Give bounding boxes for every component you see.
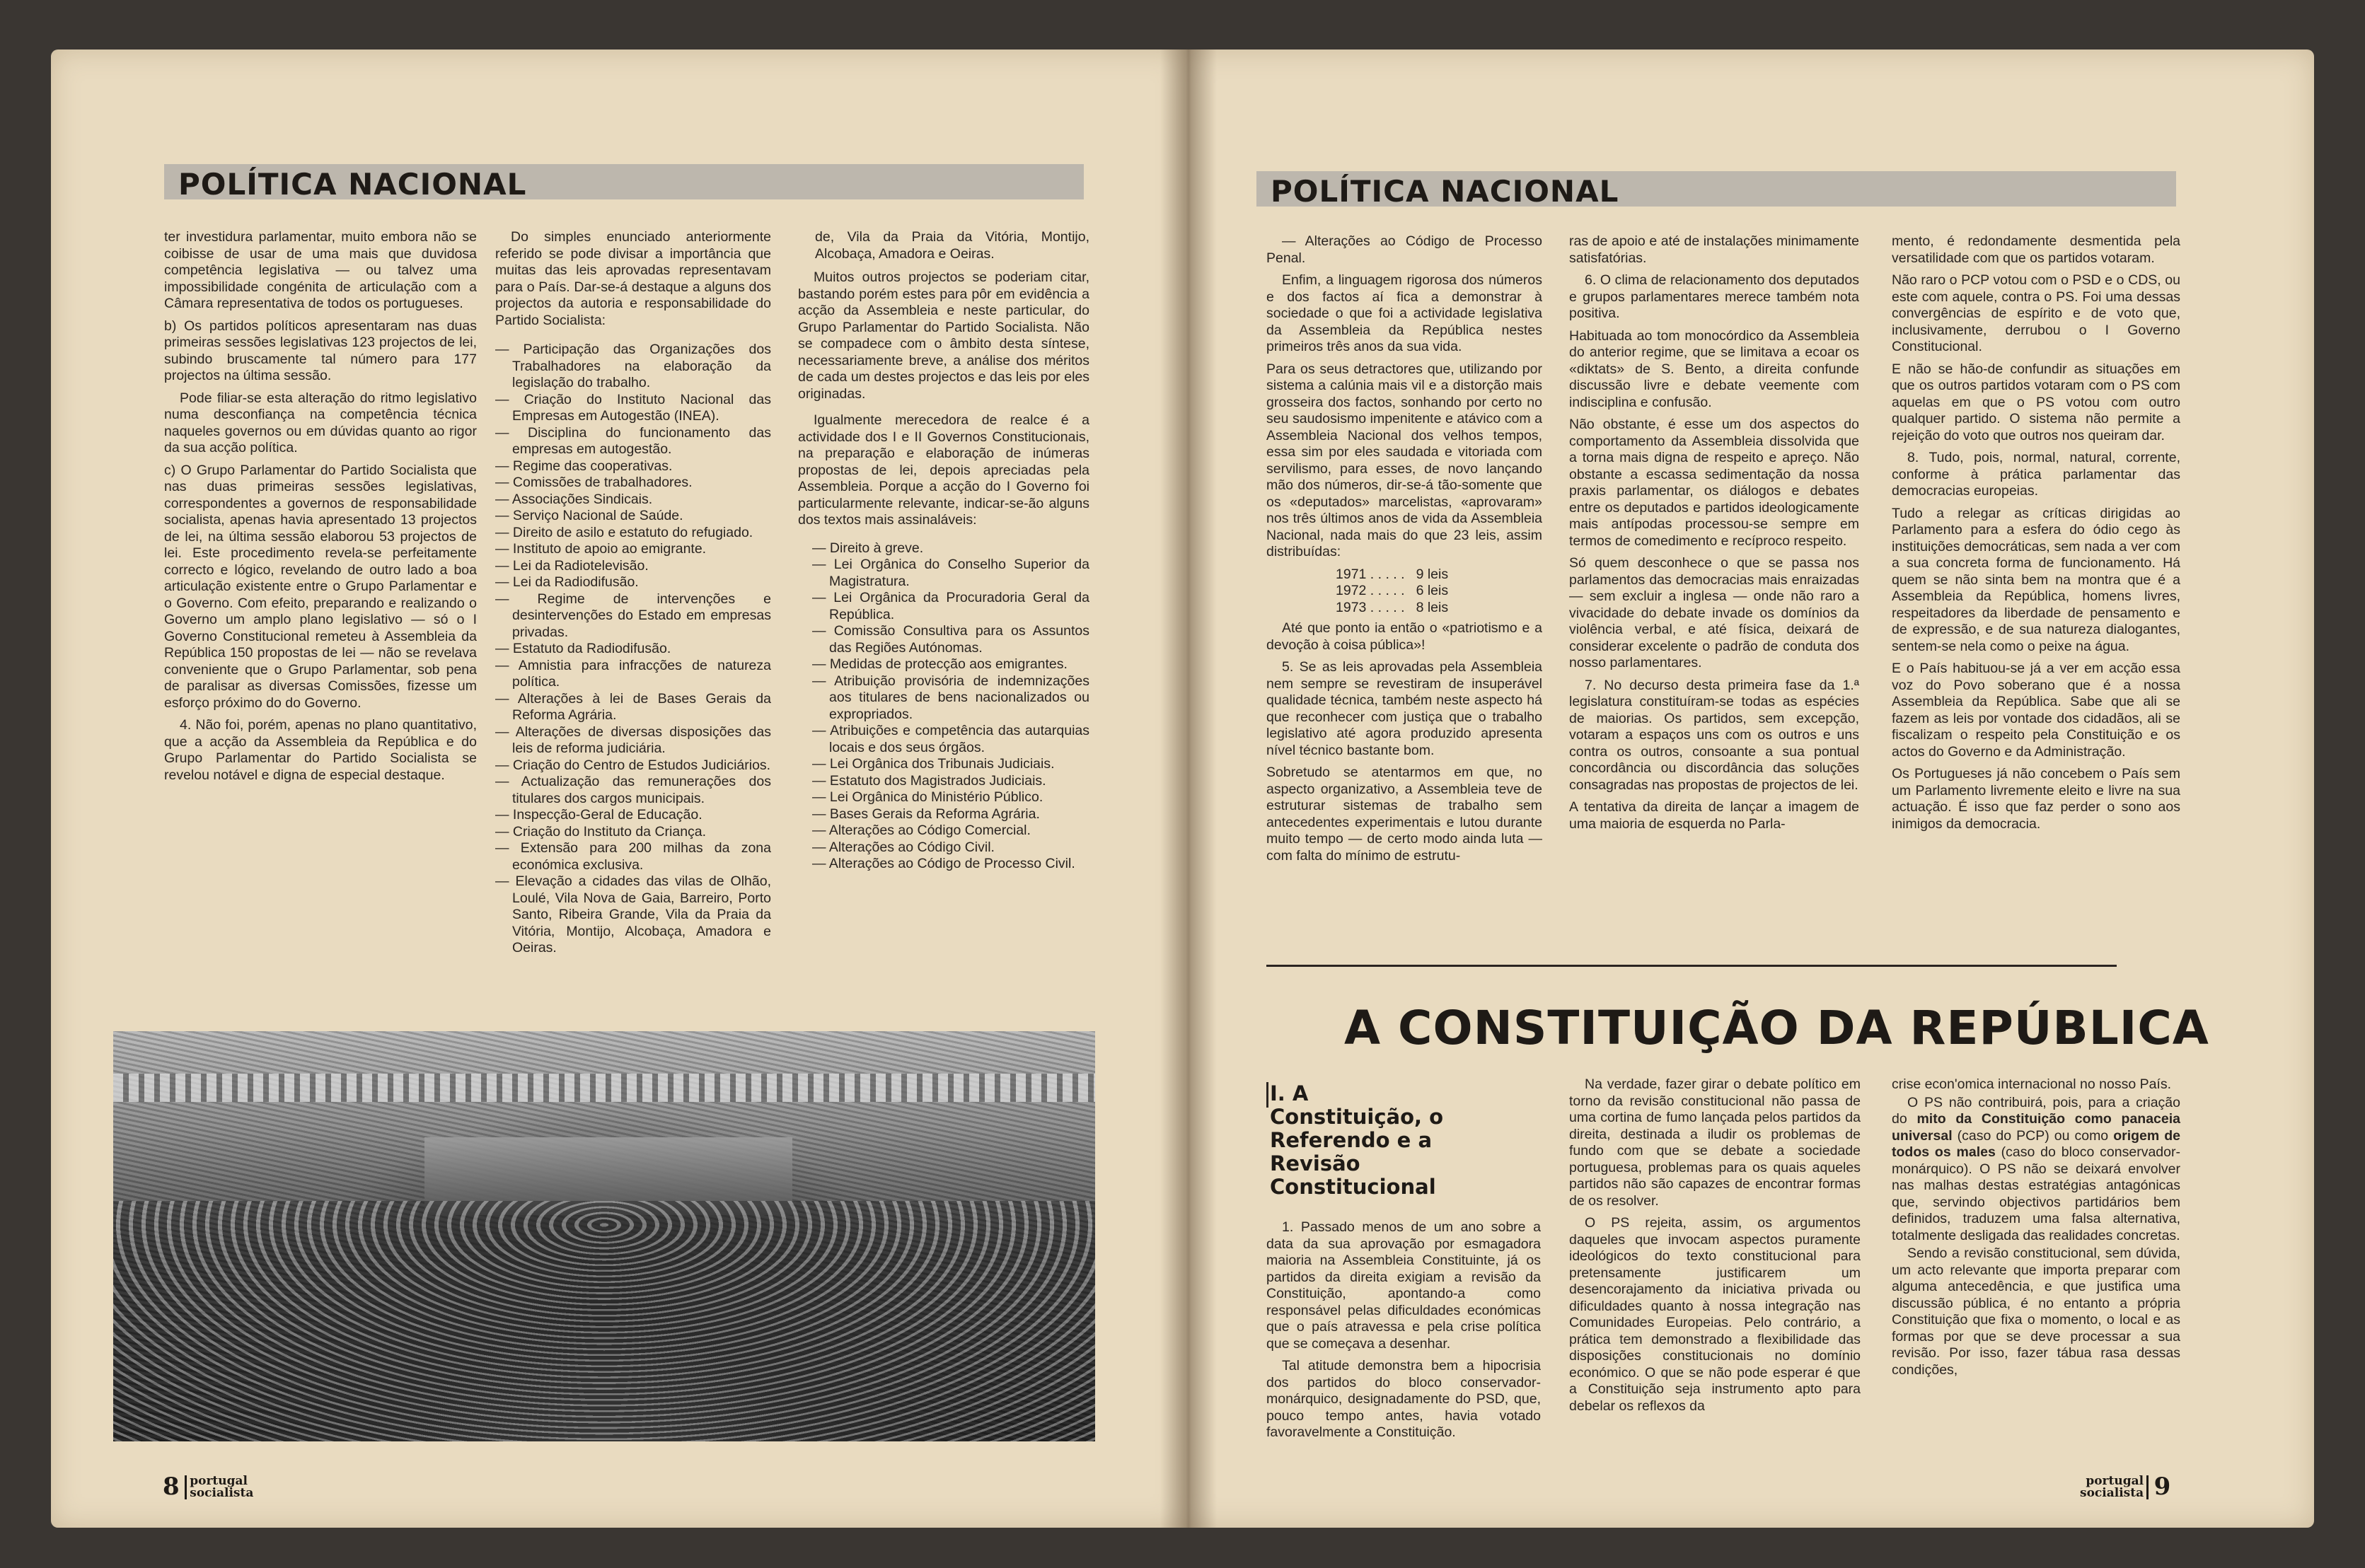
paragraph: Para os seus detractores que, utilizando por sistema a calúnia mais vil e a distorção mais grosseira dos factos, sonhando por certo no seu saudosismo impenitente e atávico com a Assembleia Nacional dos velhos tempos, essa sim por eles saudada e vitoriada com servilismo, para esses, de novo lançando mão dos números, dir-se-á tão-somente que os «deputados» marcelistas, «aprovaram» nos três últimos anos de vida da Assembleia Nacional, nada mais do que 23 leis, assim distribuídas: bbox=[1266, 361, 1542, 559]
folio-left bbox=[163, 1473, 253, 1501]
left-column-2 bbox=[495, 229, 771, 957]
page-number: 9 bbox=[2153, 1473, 2171, 1501]
laws-by-year-table bbox=[1330, 567, 1454, 617]
table-row bbox=[1330, 567, 1454, 583]
list-item: — Lei Orgânica dos Tribunais Judiciais. bbox=[812, 756, 1055, 772]
divider-rule bbox=[1266, 965, 2117, 967]
paragraph: 6. O clima de relacionamento dos deputados e grupos parlamentares merece também nota positiva. bbox=[1569, 272, 1859, 321]
paragraph: ras de apoio e até de instalações minimamente satisfatórias. bbox=[1569, 233, 1859, 266]
paragraph: O PS não contribuirá, pois, para a criação do mito da Constituição como panaceia universal (caso do PCP) ou como origem de todos os males (caso do bloco conservador-monárquico). O PS não se deixará envolver nas malhas destas estratégias antagónicas que, servindo objectivos partidários bem definidos, traduzem uma falsa alternativa, totalmente desligada das realidades concretas. bbox=[1892, 1094, 2181, 1243]
law-list bbox=[495, 342, 771, 957]
right-column-2 bbox=[1569, 233, 1859, 838]
paragraph: Tal atitude demonstra bem a hipocrisia dos partidos do bloco conservador-monárquico, designadamente do PSD, que, pouco tempo antes, havia votado favoravelmente a Constituição. bbox=[1266, 1358, 1541, 1440]
list-item: — Alterações de diversas disposições das leis de reforma judiciária. bbox=[495, 724, 771, 756]
list-item: — Actualização das remunerações dos titulares dos cargos municipais. bbox=[495, 774, 771, 806]
left-column-1 bbox=[164, 229, 477, 789]
right-column-3 bbox=[1892, 233, 2180, 838]
magazine-logo: portugal socialista bbox=[2080, 1475, 2149, 1499]
spine-gutter bbox=[1160, 50, 1217, 1528]
list-item: — Regime das cooperativas. bbox=[495, 458, 673, 474]
photo-seating-detail bbox=[113, 1201, 1095, 1441]
list-item: — Medidas de protecção aos emigrantes. bbox=[812, 656, 1068, 672]
paragraph: Não obstante, é esse um dos aspectos do comportamento da Assembleia dissolvida que a torna mais digna de respeito e apreço. Não obstante a escassa sedimentação da nossa praxis parlamentar, os diálogos e debates entre os deputados e partidos ideologicamente mais antípodas processou-se sempre em termos de comedimento e recíproco respeito. bbox=[1569, 417, 1859, 549]
paragraph: ter investidura parlamentar, muito embora não se coibisse de usar de uma mais que duvidosa competência legislativa — ou talvez uma impossibilidade congénita de articulação com a Câmara representativa de todos os portugueses. bbox=[164, 229, 477, 311]
list-item: — Criação do Instituto da Criança. bbox=[495, 823, 707, 840]
paragraph: Habituada ao tom monocórdico da Assembleia do anterior regime, que se limitava a ecoar os «diktats» de S. Bento, a direita confunde discussão livre e debate veemente com indisciplina e confusão. bbox=[1569, 327, 1859, 410]
table-cell: 1971 . . . . . bbox=[1336, 566, 1405, 582]
paragraph: E não se hão-de confundir as situações em que os outros partidos votaram com o PS com aquelas em que o PS votou com outro qualquer partido. O sistema não permite a rejeição do voto que outros nos queiram dar. bbox=[1892, 361, 2180, 443]
paragraph: O PS rejeita, assim, os argumentos daqueles que invocam aspectos puramente ideológicos do texto constitucional para pretensamente justificarem um desencorajamento da iniciativa privada ou dificuldades quanto à nossa integração nas Comunidades Europeias. Pelo contrário, a prática tem demonstrado a flexibilidade das disposições constitucionais no domínio económico. O que se não pode esperar é que a Constituição seja instrumento apto para debelar os reflexos da bbox=[1569, 1215, 1861, 1414]
paragraph: 5. Se as leis aprovadas pela Assembleia nem sempre se revestiram de insuperável qualidade técnica, também neste aspecto há que reconhecer com justiça que o trabalho legislativo até agora produzido apresenta nível técnico bastante bom. bbox=[1266, 659, 1542, 758]
paragraph: Não raro o PCP votou com o PSD e o CDS, ou este com aquele, contra o PS. Foi uma dessas convergências de espírito e de voto que, inclusivamente, derrubou o I Governo Constitucional. bbox=[1892, 272, 2180, 354]
list-item: — Lei da Radiodifusão. bbox=[495, 574, 639, 590]
paragraph: Pode filiar-se esta alteração do ritmo legislativo numa desconfiança na competência técnica naqueles governos ou em dúvidas quanto ao rigor da sua acção política. bbox=[164, 390, 477, 455]
section-header-right bbox=[1256, 171, 2176, 207]
paragraph: b) Os partidos políticos apresentaram nas duas primeiras sessões legislativas 123 projectos de lei, subindo bruscamente tal número para 177 projectos na última sessão. bbox=[164, 318, 477, 383]
paragraph: E o País habituou-se já a ver em acção essa voz do Povo soberano que é a nossa Assembleia da República. Sabe que ali se fazem as leis por vontade dos cidadãos, ali se fiscalizam o respeito pela Constituição e os actos do Governo e da Administração. bbox=[1892, 661, 2180, 760]
article-column-2 bbox=[1569, 1076, 1861, 1420]
right-column-1 bbox=[1266, 233, 1542, 870]
list-item: — Criação do Instituto Nacional das Empresas em Autogestão (INEA). bbox=[495, 391, 771, 424]
list-item: — Amnistia para infracções de natureza política. bbox=[495, 657, 771, 690]
paragraph: de, Vila da Praia da Vitória, Montijo, Alcobaça, Amadora e Oeiras. bbox=[815, 229, 1089, 262]
page-number: 8 bbox=[163, 1473, 180, 1501]
list-item: — Alterações ao Código de Processo Civil. bbox=[812, 856, 1075, 871]
paragraph: Até que ponto ia então o «patriotismo e a devoção à coisa pública»! bbox=[1266, 620, 1542, 653]
list-item: — Instituto de apoio ao emigrante. bbox=[495, 541, 707, 557]
section-title: POLÍTICA NACIONAL bbox=[1271, 174, 1619, 209]
paragraph: Sobretudo se atentarmos em que, no aspecto organizativo, a Assembleia teve de estruturar sistemas de trabalho sem antecedentes experimentais e lutou durante muito tempo — de certo modo ainda luta — com falta do mínimo de estrutu- bbox=[1266, 765, 1542, 864]
left-column-3 bbox=[798, 229, 1089, 873]
list-item: — Alterações à lei de Bases Gerais da Reforma Agrária. bbox=[495, 690, 771, 723]
list-item: — Criação do Centro de Estudos Judiciários. bbox=[495, 757, 771, 773]
parliament-photo bbox=[113, 1031, 1095, 1441]
list-item: — Alterações ao Código Comercial. bbox=[812, 823, 1031, 838]
photo-gallery-detail bbox=[113, 1074, 1095, 1102]
paragraph: Enfim, a linguagem rigorosa dos números e dos factos aí fica a demonstrar à sociedade o que foi a actividade legislativa da Assembleia da República nestes primeiros três anos da sua vida. bbox=[1266, 272, 1542, 354]
table-cell: 9 leis bbox=[1416, 566, 1449, 582]
list-item: — Bases Gerais da Reforma Agrária. bbox=[812, 806, 1040, 822]
list-item: — Atribuições e competência das autarquias locais e dos seus órgãos. bbox=[812, 723, 1089, 755]
list-item: — Comissão Consultiva para os Assuntos das Regiões Autónomas. bbox=[812, 623, 1089, 656]
list-item: — Lei Orgânica da Procuradoria Geral da República. bbox=[812, 590, 1089, 622]
paragraph: Tudo a relegar as críticas dirigidas ao Parlamento para a esfera do ódio cego às instituições democráticas, sem nada a ver com a sua concreta forma de funcionamento. Há quem se não sinta bem na montra que é a Assembleia da República, homens livres, respeitadores da liberdade de pensamento e de expressão, e de sua natureza dialogantes, sentem-se nela como o peixe na água. bbox=[1892, 505, 2180, 654]
table-row bbox=[1330, 600, 1454, 617]
table-cell: 1972 . . . . . bbox=[1336, 583, 1405, 598]
list-item: — Participação das Organizações dos Trabalhadores na elaboração da legislação do trabalho. bbox=[495, 342, 771, 390]
paragraph: Sendo a revisão constitucional, sem dúvida, um acto relevante que importa preparar com alguma antecedência, e que justifica uma discussão pública, é no entanto a própria Constituição que fixa o momento, o local e as formas por que se deve processar a sua revisão. Por isso, fazer tábua rasa dessas condições, bbox=[1892, 1245, 2180, 1378]
list-item: — Estatuto dos Magistrados Judiciais. bbox=[812, 772, 1046, 789]
list-item: — Estatuto da Radiodifusão. bbox=[495, 641, 671, 656]
list-item: — Lei Orgânica do Conselho Superior da Magistratura. bbox=[812, 557, 1089, 589]
table-cell: 6 leis bbox=[1416, 583, 1449, 598]
list-item: — Comissões de trabalhadores. bbox=[495, 475, 693, 490]
list-item: — Extensão para 200 milhas da zona económica exclusiva. bbox=[495, 840, 771, 873]
list-item: — Associações Sindicais. bbox=[495, 491, 653, 507]
paragraph: Igualmente merecedora de realce é a actividade dos I e II Governos Constitucionais, na preparação e elaboração de inúmeras propostas de lei, depois apreciadas pela Assembleia. Porque a acção do I Governo foi particularmente relevante, indicar-se-ão alguns dos textos mais assinaláveis: bbox=[798, 412, 1089, 528]
list-item: — Direito de asilo e estatuto do refugiado. bbox=[495, 524, 753, 540]
list-item: — Atribuição provisória de indemnizações aos titulares de bens nacionalizados ou expropriados. bbox=[812, 673, 1089, 722]
article-column-1 bbox=[1266, 1219, 1541, 1447]
paragraph: c) O Grupo Parlamentar do Partido Socialista que nas duas primeiras sessões legislativas, correspondentes a governos de responsabilidade socialista, apenas havia apresentado 13 projectos de lei, na última sessão elaborou 53 projectos de lei. Este procedimento revela-se perfeitamente correcto e lógico, revelando de outro lado a boa articulação existente entre o Grupo Parlamentar e o Governo. Com efeito, preparando e realizando o Governo um amplo plano legislativo — só o I Governo Constitucional remeteu à Assembleia da República 150 propostas de lei — não se revelava conveniente que o Grupo Parlamentar, sob pena de paralisar as diversas Comissões, fizesse um esforço próximo do do Governo. bbox=[164, 462, 477, 711]
paragraph: — Alterações ao Código de Processo Penal. bbox=[1266, 233, 1542, 266]
paragraph: Os Portugueses já não concebem o País sem um Parlamento livremente eleito e livre na sua actuação. É isso que faz perder o sono aos inimigos da democracia. bbox=[1892, 766, 2180, 832]
list-item: — Serviço Nacional de Saúde. bbox=[495, 508, 683, 523]
folio-right bbox=[2080, 1473, 2170, 1501]
table-cell: 8 leis bbox=[1416, 599, 1449, 615]
list-item: — Lei Orgânica do Ministério Público. bbox=[812, 789, 1043, 805]
list-item: — Direito à greve. bbox=[812, 540, 924, 556]
paragraph: mento, é redondamente desmentida pela versatilidade com que os partidos votaram. bbox=[1892, 233, 2180, 266]
list-item: — Inspecção-Geral de Educação. bbox=[495, 807, 702, 823]
government-text-list bbox=[798, 540, 1089, 873]
list-item: — Lei da Radiotelevisão. bbox=[495, 557, 649, 574]
paragraph: 4. Não foi, porém, apenas no plano quantitativo, que a acção da Assembleia da República e do Grupo Parlamentar do Partido Socialista se revelou notável e digna de especial destaque. bbox=[164, 717, 477, 783]
paragraph: 8. Tudo, pois, normal, natural, corrente, conforme à prática parlamentar das democracias europeias. bbox=[1892, 450, 2180, 499]
list-item: — Disciplina do funcionamento das empresas em autogestão. bbox=[495, 424, 771, 457]
table-cell: 1973 . . . . . bbox=[1336, 599, 1405, 615]
magazine-logo: portugal socialista bbox=[185, 1475, 253, 1499]
list-item: — Regime de intervenções e desintervenções do Estado em empresas privadas. bbox=[495, 591, 771, 640]
paragraph: 7. No decurso desta primeira fase da 1.ª legislatura constituíram-se todas as espécies de maiorias. Os partidos, sem excepção, votaram a espaços uns com os outros e uns contra os outros, consoante a sua pontual concordância ou discordância das soluções consagradas nas propostas de projectos de lei. bbox=[1569, 677, 1859, 793]
paragraph: Do simples enunciado anteriormente referido se pode divisar a importância que muitas das leis aprovadas representavam para o País. Dar-se-á destaque a alguns dos projectos da autoria e responsabilidade do Partido Socialista: bbox=[495, 229, 771, 328]
section-header-left bbox=[164, 164, 1084, 202]
paragraph: A tentativa da direita de lançar a imagem de uma maioria de esquerda no Parla- bbox=[1569, 799, 1859, 832]
list-item: — Elevação a cidades das vilas de Olhão, Loulé, Vila Nova de Gaia, Barreiro, Porto Santo, Ribeira Grande, Vila da Praia da Vitória, Montijo, Alcobaça, Amadora e Oeiras. bbox=[495, 873, 771, 956]
paragraph: crise econ'omica internacional no nosso País. bbox=[1892, 1076, 2172, 1092]
subtitle-rule bbox=[1266, 1082, 1268, 1108]
column-continuation bbox=[1266, 620, 1542, 864]
article-subtitle: I. A Constituição, o Referendo e a Revisão Constitucional bbox=[1270, 1081, 1444, 1199]
paragraph: Muitos outros projectos se poderiam citar, bastando porém estes para pôr em evidência a acção da Assembleia e neste particular, do Grupo Parlamentar do Partido Socialista. Não se compadece com o âmbito desta síntese, necessariamente breve, a análise dos méritos de cada um destes projectos e das leis por eles originadas. bbox=[798, 269, 1089, 402]
section-title: POLÍTICA NACIONAL bbox=[178, 167, 527, 202]
paragraph: Na verdade, fazer girar o debate político em torno da revisão constitucional não passa de uma cortina de fumo lançada pelos partidos da direita, destinada a iludir os problemas de fundo com que se debate a sociedade portuguesa, problemas para os quais aqueles partidos não são capazes de encontrar formas de os resolver. bbox=[1569, 1076, 1861, 1209]
paragraph: Só quem desconhece o que se passa nos parlamentos das democracias mais enraizadas — sem excluir a inglesa — onde não raro a vivacidade do debate invade os domínios da violência verbal, e até física, deixará de considerar excelente o padrão de conduta dos nosso parlamentares. bbox=[1569, 555, 1859, 670]
article-column-3 bbox=[1892, 1076, 2180, 1380]
list-item: — Alterações ao Código Civil. bbox=[812, 839, 995, 855]
table-row bbox=[1330, 583, 1454, 600]
article-title: A CONSTITUIÇÃO DA REPÚBLICA bbox=[1344, 1001, 2209, 1055]
paragraph: 1. Passado menos de um ano sobre a data da sua aprovação por esmagadora maioria na Assembleia Constituinte, já os partidos da direita exigiam a revisão da Constituição, apontando-a como responsável pelas dificuldades económicas que o país atravessa e pela crise política que se começava a desenhar. bbox=[1266, 1219, 1541, 1352]
